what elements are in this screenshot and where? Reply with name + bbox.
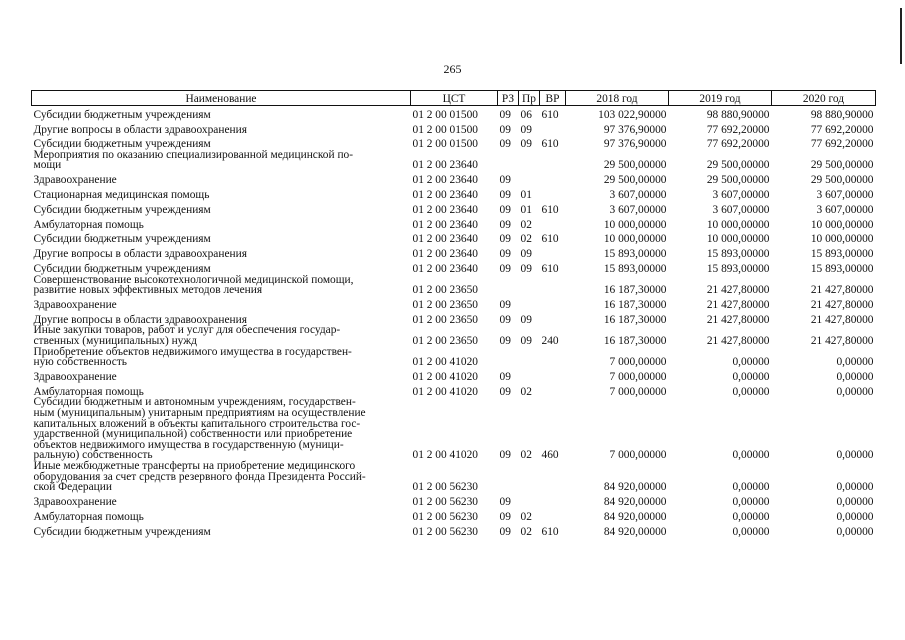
row-name: Другие вопросы в области здравоохранения bbox=[33, 248, 247, 261]
row-value-2018: 3 607,00000 bbox=[609, 189, 667, 202]
row-value-2019: 0,00000 bbox=[732, 495, 770, 508]
row-value-2019: 0,00000 bbox=[732, 449, 770, 462]
table-row bbox=[32, 230, 876, 245]
row-value-2020: 15 893,00000 bbox=[810, 263, 874, 276]
row-pr-code: 02 bbox=[520, 449, 532, 462]
table-row bbox=[32, 275, 876, 296]
table-row bbox=[32, 368, 876, 383]
row-value-2020: 29 500,00000 bbox=[810, 159, 874, 172]
row-rz-code: 09 bbox=[499, 313, 511, 326]
row-vr-code bbox=[540, 120, 566, 135]
row-name: Субсидии бюджетным учреждениям bbox=[33, 263, 211, 276]
table-row bbox=[32, 461, 876, 493]
table-row bbox=[32, 325, 876, 346]
row-pr-code: 02 bbox=[520, 510, 532, 523]
row-value-2020: 3 607,00000 bbox=[816, 189, 874, 202]
row-name: Иные межбюджетные трансферты на приобретение медицинского оборудования за счет средств резервного фонда Президента Россий- ской Федерации bbox=[33, 459, 366, 494]
table-row bbox=[32, 296, 876, 311]
row-value-2018: 16 187,30000 bbox=[603, 299, 667, 312]
row-value-2020: 0,00000 bbox=[836, 385, 874, 398]
row-pr-code: 01 bbox=[520, 203, 532, 216]
table-row bbox=[32, 186, 876, 201]
row-pr-code: 09 bbox=[520, 248, 532, 261]
row-value-2020: 10 000,00000 bbox=[810, 233, 874, 246]
row-name: Субсидии бюджетным учреждениям bbox=[33, 525, 211, 538]
row-pr-code: 09 bbox=[520, 263, 532, 276]
row-value-2018: 16 187,30000 bbox=[603, 335, 667, 348]
row-name: Здравоохранение bbox=[33, 299, 117, 312]
row-value-2018: 97 376,90000 bbox=[603, 138, 667, 151]
row-rz-code bbox=[498, 461, 519, 493]
row-rz-code: 09 bbox=[499, 203, 511, 216]
row-value-2019: 21 427,80000 bbox=[706, 284, 770, 297]
row-rz-code: 09 bbox=[499, 371, 511, 384]
row-rz-code: 09 bbox=[499, 263, 511, 276]
header-cst: ЦСТ bbox=[411, 91, 498, 106]
row-pr-code bbox=[519, 296, 540, 311]
row-value-2020: 21 427,80000 bbox=[810, 335, 874, 348]
header-vr: ВР bbox=[540, 91, 566, 106]
row-rz-code: 09 bbox=[499, 385, 511, 398]
row-name: Здравоохранение bbox=[33, 495, 117, 508]
table-row bbox=[32, 311, 876, 326]
row-rz-code: 09 bbox=[499, 138, 511, 151]
row-value-2018: 7 000,00000 bbox=[609, 449, 667, 462]
row-value-2020: 77 692,20000 bbox=[810, 138, 874, 151]
budget-table bbox=[31, 90, 876, 537]
row-value-2018: 3 607,00000 bbox=[609, 203, 667, 216]
row-vr-code: 460 bbox=[541, 449, 559, 462]
row-value-2020: 0,00000 bbox=[836, 495, 874, 508]
row-value-2020: 10 000,00000 bbox=[810, 218, 874, 231]
page-edge-mark bbox=[900, 8, 902, 64]
row-pr-code: 09 bbox=[520, 335, 532, 348]
row-cst-code: 01 2 00 01500 bbox=[412, 123, 478, 136]
row-value-2018: 84 920,00000 bbox=[603, 495, 667, 508]
table-row bbox=[32, 347, 876, 368]
row-pr-code bbox=[519, 368, 540, 383]
row-rz-code bbox=[498, 150, 519, 171]
row-name: Иные закупки товаров, работ и услуг для обеспечения государ- ственных (муниципальных) нужд bbox=[33, 324, 341, 348]
row-rz-code: 09 bbox=[499, 335, 511, 348]
row-cst-code: 01 2 00 56230 bbox=[412, 495, 478, 508]
row-rz-code: 09 bbox=[499, 449, 511, 462]
row-cst-code: 01 2 00 23650 bbox=[412, 299, 478, 312]
row-value-2020: 0,00000 bbox=[836, 510, 874, 523]
row-name: Здравоохранение bbox=[33, 371, 117, 384]
row-pr-code bbox=[519, 461, 540, 493]
row-cst-code: 01 2 00 56230 bbox=[412, 525, 478, 538]
header-2019: 2019 год bbox=[669, 91, 772, 106]
row-cst-code: 01 2 00 56230 bbox=[412, 510, 478, 523]
row-value-2018: 7 000,00000 bbox=[609, 385, 667, 398]
row-vr-code: 240 bbox=[541, 335, 559, 348]
row-cst-code: 01 2 00 23640 bbox=[412, 248, 478, 261]
row-vr-code bbox=[540, 508, 566, 523]
row-rz-code: 09 bbox=[499, 123, 511, 136]
row-value-2019: 77 692,20000 bbox=[706, 123, 770, 136]
header-pr: Пр bbox=[519, 91, 540, 106]
row-cst-code: 01 2 00 23640 bbox=[412, 233, 478, 246]
row-name: Субсидии бюджетным учреждениям bbox=[33, 233, 211, 246]
row-name: Другие вопросы в области здравоохранения bbox=[33, 123, 247, 136]
row-name: Другие вопросы в области здравоохранения bbox=[33, 313, 247, 326]
table-header-row bbox=[32, 91, 876, 106]
header-rz: РЗ bbox=[498, 91, 519, 106]
row-rz-code: 09 bbox=[499, 233, 511, 246]
row-value-2019: 15 893,00000 bbox=[706, 263, 770, 276]
row-value-2019: 3 607,00000 bbox=[712, 189, 770, 202]
row-value-2019: 10 000,00000 bbox=[706, 218, 770, 231]
header-name: Наименование bbox=[32, 91, 411, 106]
row-name: Приобретение объектов недвижимого имущества в государствен- ную собственность bbox=[33, 345, 352, 369]
row-value-2019: 0,00000 bbox=[732, 385, 770, 398]
row-pr-code: 09 bbox=[520, 313, 532, 326]
row-vr-code: 610 bbox=[541, 108, 559, 121]
row-name: Амбулаторная помощь bbox=[33, 218, 144, 231]
row-value-2018: 84 920,00000 bbox=[603, 510, 667, 523]
row-value-2019: 0,00000 bbox=[732, 481, 770, 494]
row-pr-code: 06 bbox=[520, 108, 532, 121]
row-name: Субсидии бюджетным и автономным учреждениям, государствен- ным (муниципальным) унитарным предприятиям на осуществление капитальных вложений в объекты капитального строительства гос- ударственной (муниципальной) собственности или приобретение объектов недвижимого имущества в государственную (муници- pальную) собственность bbox=[33, 396, 366, 462]
row-rz-code: 09 bbox=[499, 495, 511, 508]
row-name: Амбулаторная помощь bbox=[33, 385, 144, 398]
row-value-2019: 21 427,80000 bbox=[706, 335, 770, 348]
row-value-2020: 0,00000 bbox=[836, 356, 874, 369]
row-name: Мероприятия по оказанию специализированной медицинской по- мощи bbox=[33, 148, 354, 172]
row-cst-code: 01 2 00 23640 bbox=[412, 263, 478, 276]
row-vr-code bbox=[540, 296, 566, 311]
row-value-2020: 0,00000 bbox=[836, 525, 874, 538]
row-value-2018: 16 187,30000 bbox=[603, 284, 667, 297]
row-value-2018: 7 000,00000 bbox=[609, 356, 667, 369]
row-cst-code: 01 2 00 23650 bbox=[412, 284, 478, 297]
row-vr-code bbox=[540, 245, 566, 260]
row-value-2020: 3 607,00000 bbox=[816, 203, 874, 216]
table-row bbox=[32, 397, 876, 461]
table-row bbox=[32, 150, 876, 171]
table-row bbox=[32, 106, 876, 121]
row-value-2019: 0,00000 bbox=[732, 525, 770, 538]
row-value-2018: 7 000,00000 bbox=[609, 371, 667, 384]
row-rz-code: 09 bbox=[499, 248, 511, 261]
row-vr-code: 610 bbox=[541, 138, 559, 151]
row-name: Совершенствование высокотехнологичной медицинской помощи, развитие новых эффективных методов лечения bbox=[33, 273, 354, 297]
row-cst-code: 01 2 00 23640 bbox=[412, 203, 478, 216]
header-2018: 2018 год bbox=[566, 91, 669, 106]
row-value-2019: 29 500,00000 bbox=[706, 174, 770, 187]
row-vr-code bbox=[540, 275, 566, 296]
row-value-2020: 21 427,80000 bbox=[810, 284, 874, 297]
row-cst-code: 01 2 00 23640 bbox=[412, 159, 478, 172]
row-vr-code bbox=[540, 311, 566, 326]
row-rz-code: 09 bbox=[499, 108, 511, 121]
row-vr-code: 610 bbox=[541, 233, 559, 246]
row-rz-code bbox=[498, 347, 519, 368]
row-vr-code bbox=[540, 186, 566, 201]
row-value-2019: 0,00000 bbox=[732, 510, 770, 523]
row-value-2020: 0,00000 bbox=[836, 449, 874, 462]
row-rz-code: 09 bbox=[499, 510, 511, 523]
row-value-2020: 21 427,80000 bbox=[810, 313, 874, 326]
row-vr-code bbox=[540, 171, 566, 186]
row-value-2018: 103 022,90000 bbox=[598, 108, 667, 121]
row-pr-code bbox=[519, 150, 540, 171]
row-name: Субсидии бюджетным учреждениям bbox=[33, 138, 211, 151]
row-cst-code: 01 2 00 01500 bbox=[412, 138, 478, 151]
row-rz-code bbox=[498, 275, 519, 296]
row-cst-code: 01 2 00 01500 bbox=[412, 108, 478, 121]
row-value-2020: 98 880,90000 bbox=[810, 108, 874, 121]
row-value-2020: 0,00000 bbox=[836, 371, 874, 384]
row-pr-code: 01 bbox=[520, 189, 532, 202]
row-value-2019: 15 893,00000 bbox=[706, 248, 770, 261]
row-value-2020: 0,00000 bbox=[836, 481, 874, 494]
row-pr-code: 02 bbox=[520, 233, 532, 246]
row-cst-code: 01 2 00 23650 bbox=[412, 335, 478, 348]
row-value-2019: 0,00000 bbox=[732, 371, 770, 384]
row-pr-code: 02 bbox=[520, 385, 532, 398]
row-rz-code: 09 bbox=[499, 174, 511, 187]
row-value-2018: 10 000,00000 bbox=[603, 218, 667, 231]
row-value-2019: 0,00000 bbox=[732, 356, 770, 369]
row-vr-code: 610 bbox=[541, 525, 559, 538]
row-value-2019: 29 500,00000 bbox=[706, 159, 770, 172]
table-row bbox=[32, 493, 876, 508]
table-row bbox=[32, 383, 876, 398]
table-row bbox=[32, 245, 876, 260]
row-value-2020: 15 893,00000 bbox=[810, 248, 874, 261]
table-row bbox=[32, 508, 876, 523]
row-cst-code: 01 2 00 41020 bbox=[412, 371, 478, 384]
row-value-2018: 97 376,90000 bbox=[603, 123, 667, 136]
row-value-2018: 15 893,00000 bbox=[603, 263, 667, 276]
row-value-2019: 98 880,90000 bbox=[706, 108, 770, 121]
row-value-2018: 15 893,00000 bbox=[603, 248, 667, 261]
row-value-2018: 84 920,00000 bbox=[603, 525, 667, 538]
row-value-2019: 3 607,00000 bbox=[712, 203, 770, 216]
table-row bbox=[32, 215, 876, 230]
row-cst-code: 01 2 00 23640 bbox=[412, 218, 478, 231]
row-cst-code: 01 2 00 56230 bbox=[412, 481, 478, 494]
row-cst-code: 01 2 00 41020 bbox=[412, 385, 478, 398]
row-value-2018: 10 000,00000 bbox=[603, 233, 667, 246]
row-rz-code: 09 bbox=[499, 189, 511, 202]
row-cst-code: 01 2 00 23640 bbox=[412, 189, 478, 202]
header-2020: 2020 год bbox=[772, 91, 876, 106]
row-rz-code: 09 bbox=[499, 525, 511, 538]
page-number: 265 bbox=[443, 62, 462, 76]
row-value-2019: 77 692,20000 bbox=[706, 138, 770, 151]
table-row bbox=[32, 171, 876, 186]
row-value-2019: 21 427,80000 bbox=[706, 299, 770, 312]
row-cst-code: 01 2 00 23650 bbox=[412, 313, 478, 326]
row-pr-code bbox=[519, 347, 540, 368]
row-vr-code bbox=[540, 347, 566, 368]
table-body bbox=[32, 106, 876, 538]
row-pr-code: 02 bbox=[520, 525, 532, 538]
row-vr-code bbox=[540, 150, 566, 171]
row-name: Субсидии бюджетным учреждениям bbox=[33, 203, 211, 216]
row-value-2019: 10 000,00000 bbox=[706, 233, 770, 246]
row-vr-code bbox=[540, 461, 566, 493]
row-pr-code bbox=[519, 171, 540, 186]
row-vr-code bbox=[540, 215, 566, 230]
row-name: Стационарная медицинская помощь bbox=[33, 189, 210, 202]
row-name: Здравоохранение bbox=[33, 174, 117, 187]
row-value-2019: 21 427,80000 bbox=[706, 313, 770, 326]
row-name: Амбулаторная помощь bbox=[33, 510, 144, 523]
row-vr-code bbox=[540, 383, 566, 398]
row-cst-code: 01 2 00 41020 bbox=[412, 449, 478, 462]
table-row bbox=[32, 522, 876, 537]
table-row bbox=[32, 135, 876, 150]
row-value-2018: 29 500,00000 bbox=[603, 174, 667, 187]
row-vr-code: 610 bbox=[541, 203, 559, 216]
row-value-2020: 29 500,00000 bbox=[810, 174, 874, 187]
row-rz-code: 09 bbox=[499, 299, 511, 312]
row-value-2018: 16 187,30000 bbox=[603, 313, 667, 326]
row-name: Субсидии бюджетным учреждениям bbox=[33, 108, 211, 121]
row-pr-code bbox=[519, 275, 540, 296]
table-row bbox=[32, 201, 876, 216]
row-pr-code bbox=[519, 493, 540, 508]
row-vr-code: 610 bbox=[541, 263, 559, 276]
row-pr-code: 09 bbox=[520, 138, 532, 151]
row-value-2018: 84 920,00000 bbox=[603, 481, 667, 494]
row-rz-code: 09 bbox=[499, 218, 511, 231]
row-vr-code bbox=[540, 368, 566, 383]
table-row bbox=[32, 120, 876, 135]
row-pr-code: 02 bbox=[520, 218, 532, 231]
row-value-2018: 29 500,00000 bbox=[603, 159, 667, 172]
row-value-2020: 77 692,20000 bbox=[810, 123, 874, 136]
row-cst-code: 01 2 00 23640 bbox=[412, 174, 478, 187]
row-pr-code: 09 bbox=[520, 123, 532, 136]
row-cst-code: 01 2 00 41020 bbox=[412, 356, 478, 369]
row-vr-code bbox=[540, 493, 566, 508]
row-value-2020: 21 427,80000 bbox=[810, 299, 874, 312]
table-row bbox=[32, 260, 876, 275]
